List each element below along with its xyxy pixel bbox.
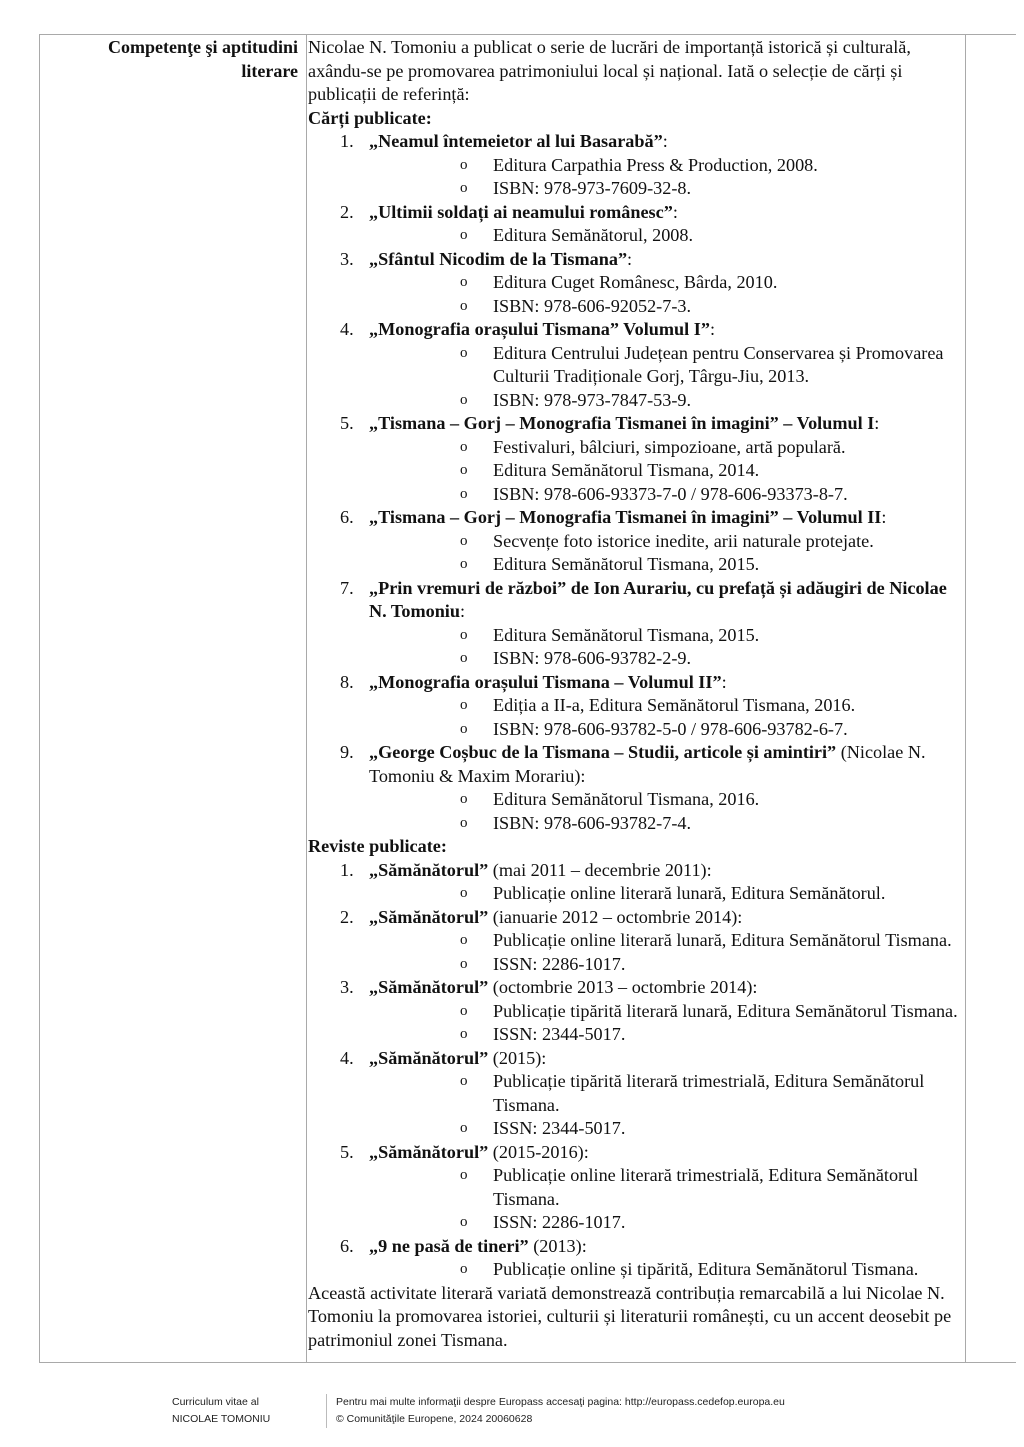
circle-bullet-icon: o — [460, 791, 468, 807]
footer-right-line-2: © Comunităţile Europene, 2024 20060628 — [336, 1413, 533, 1425]
detail-item — [369, 694, 964, 718]
detail-text: Publicație online literară lunară, Editura Semănătorul. — [493, 883, 886, 903]
detail-text: Publicație tipărită literară trimestrială, Editura Semănătorul Tismana. — [493, 1071, 925, 1115]
footer-left-line-1: Curriculum vitae al — [172, 1396, 259, 1408]
detail-text: ISBN: 978-606-93373-7-0 / 978-606-93373-8-7. — [493, 483, 848, 504]
book-item — [308, 671, 964, 742]
item-note: (2015): — [488, 1047, 547, 1068]
footer-left-line-2: NICOLAE TOMONIU — [172, 1413, 271, 1425]
circle-bullet-icon: o — [460, 227, 468, 243]
detail-text: Editura Cuget Românesc, Bârda, 2010. — [493, 272, 778, 292]
detail-item — [369, 1164, 964, 1211]
item-note: (ianuarie 2012 – octombrie 2014): — [488, 906, 743, 927]
circle-bullet-icon: o — [460, 462, 468, 478]
detail-text: Editura Semănătorul Tismana, 2015. — [493, 554, 760, 574]
item-title: „Sfântul Nicodim de la Tismana” — [369, 248, 628, 269]
item-title: „Sămănătorul” — [369, 1047, 489, 1068]
circle-bullet-icon: o — [460, 626, 468, 643]
detail-item — [369, 953, 964, 977]
detail-item — [369, 224, 964, 248]
detail-text: Festivaluri, bâlciuri, simpozioane, artă populară. — [493, 436, 846, 457]
detail-list — [369, 1164, 964, 1235]
footer-divider — [326, 1394, 327, 1428]
item-note: (2013): — [528, 1235, 587, 1256]
detail-list — [369, 882, 964, 906]
circle-bullet-icon: o — [460, 532, 468, 549]
item-note: (mai 2011 – decembrie 2011): — [488, 859, 712, 880]
circle-bullet-icon: o — [460, 1002, 468, 1019]
detail-item — [369, 788, 964, 812]
detail-text: ISSN: 2286-1017. — [493, 1212, 626, 1232]
circle-bullet-icon: o — [460, 344, 468, 361]
detail-text: Editura Semănătorul Tismana, 2014. — [493, 460, 760, 480]
list-number: 6. — [340, 1235, 354, 1256]
list-number: 7. — [340, 577, 354, 598]
detail-text: Publicație tipărită literară lunară, Editura Semănătorul Tismana. — [493, 1000, 958, 1021]
circle-bullet-icon: o — [460, 697, 468, 713]
reviews-list — [308, 859, 964, 1282]
item-note: : — [881, 507, 887, 527]
item-note: : — [627, 248, 633, 269]
item-title: „Tismana – Gorj – Monografia Tismanei în imagini” – Volumul II — [369, 507, 882, 527]
review-item — [308, 1047, 964, 1141]
detail-text: Editura Carpathia Press & Production, 2008. — [493, 154, 818, 175]
list-number: 4. — [340, 1047, 354, 1068]
detail-text: ISBN: 978-606-93782-2-9. — [493, 648, 692, 668]
detail-item — [369, 436, 964, 460]
circle-bullet-icon: o — [460, 1026, 468, 1042]
circle-bullet-icon: o — [460, 274, 468, 290]
detail-text: Publicație online și tipărită, Editura Semănătorul Tismana. — [493, 1259, 919, 1279]
item-note: : — [874, 413, 880, 433]
book-item — [308, 412, 964, 506]
detail-list — [369, 1258, 964, 1282]
book-item — [308, 130, 964, 201]
item-title: „Sămănătorul” — [369, 1141, 489, 1162]
detail-item — [369, 342, 964, 389]
page-footer — [0, 1394, 1024, 1434]
detail-item — [369, 295, 964, 319]
book-item — [308, 577, 964, 671]
circle-bullet-icon: o — [460, 391, 468, 408]
detail-item — [369, 177, 964, 201]
item-title: „Ultimii soldați ai neamului românesc” — [369, 201, 673, 222]
item-title: „Sămănătorul” — [369, 906, 489, 927]
detail-text: ISBN: 978-606-92052-7-3. — [493, 295, 692, 316]
detail-item — [369, 1211, 964, 1235]
circle-bullet-icon: o — [460, 1120, 468, 1136]
item-note: (Nicolae N. Tomoniu & Maxim Morariu): — [369, 742, 926, 786]
circle-bullet-icon: o — [460, 485, 468, 502]
detail-text: ISSN: 2344-5017. — [493, 1118, 626, 1138]
book-item — [308, 741, 964, 835]
footer-right-line-1: Pentru mai multe informaţii despre Europass accesaţi pagina: http://europass.cedefop.europa.eu — [336, 1396, 785, 1408]
list-number: 3. — [340, 248, 354, 269]
section-content — [308, 35, 964, 1352]
item-note: : — [662, 131, 668, 151]
item-note: : — [672, 201, 678, 222]
detail-text: ISBN: 978-606-93782-5-0 / 978-606-93782-6-7. — [493, 718, 848, 739]
detail-list — [369, 929, 964, 976]
book-item — [308, 506, 964, 577]
circle-bullet-icon: o — [460, 885, 468, 901]
reviews-heading: Reviste publicate: — [308, 836, 447, 856]
detail-list — [369, 1000, 964, 1047]
conclusion-paragraph: Această activitate literară variată demonstrează contribuția remarcabilă a lui Nicolae N. Tomoniu la promovarea istoriei, culturii și literaturii românești, cu un accent deosebit pe patrimoniul zonei Tismana. — [308, 1282, 952, 1350]
list-number: 8. — [340, 671, 354, 692]
detail-list — [369, 788, 964, 835]
circle-bullet-icon: o — [460, 556, 468, 572]
detail-item — [369, 1117, 964, 1141]
detail-text: Editura Semănătorul Tismana, 2015. — [493, 624, 760, 645]
item-title: „Neamul întemeietor al lui Basarabă” — [369, 131, 663, 151]
detail-text: Publicație online literară trimestrială, Editura Semănătorul Tismana. — [493, 1165, 919, 1209]
list-number: 3. — [340, 977, 354, 997]
detail-text: ISSN: 2344-5017. — [493, 1024, 626, 1044]
list-number: 2. — [340, 906, 354, 927]
review-item — [308, 906, 964, 977]
column-divider-left — [306, 35, 307, 1363]
detail-item — [369, 882, 964, 906]
item-note: (octombrie 2013 – octombrie 2014): — [488, 977, 758, 997]
list-number: 6. — [340, 507, 354, 527]
detail-item — [369, 929, 964, 953]
column-divider-right — [965, 35, 966, 1363]
detail-text: Ediția a II-a, Editura Semănătorul Tismana, 2016. — [493, 695, 856, 715]
detail-text: Editura Centrului Județean pentru Conservarea și Promovarea Culturii Tradiționale Gorj, Târgu-Jiu, 2013. — [493, 342, 944, 386]
detail-item — [369, 1258, 964, 1282]
circle-bullet-icon: o — [460, 1073, 468, 1089]
detail-item — [369, 718, 964, 742]
item-title: „Tismana – Gorj – Monografia Tismanei în imagini” – Volumul I — [369, 413, 875, 433]
item-note: : — [721, 671, 727, 692]
circle-bullet-icon: o — [460, 1214, 468, 1230]
item-title: „9 ne pasă de tineri” — [369, 1235, 529, 1256]
detail-text: Editura Semănătorul, 2008. — [493, 225, 694, 245]
circle-bullet-icon: o — [460, 180, 468, 196]
item-title: „George Coșbuc de la Tismana – Studii, articole și amintiri” — [369, 742, 837, 762]
detail-list — [369, 1070, 964, 1141]
item-title: „Sămănătorul” — [369, 977, 489, 997]
books-list — [308, 130, 964, 835]
detail-item — [369, 812, 964, 836]
item-note: (2015-2016): — [488, 1141, 589, 1162]
book-item — [308, 201, 964, 248]
detail-item — [369, 154, 964, 178]
detail-list — [369, 271, 964, 318]
circle-bullet-icon: o — [460, 932, 468, 948]
circle-bullet-icon: o — [460, 814, 468, 831]
section-label-line-1: Competenţe şi aptitudini — [107, 37, 298, 57]
list-number: 2. — [340, 201, 354, 222]
circle-bullet-icon: o — [460, 955, 468, 972]
list-number: 5. — [340, 1141, 354, 1162]
detail-text: ISBN: 978-973-7847-53-9. — [493, 389, 692, 410]
detail-item — [369, 459, 964, 483]
circle-bullet-icon: o — [460, 1261, 468, 1277]
book-item — [308, 248, 964, 319]
detail-text: ISBN: 978-973-7609-32-8. — [493, 178, 692, 198]
circle-bullet-icon: o — [460, 720, 468, 737]
detail-list — [369, 694, 964, 741]
list-number: 4. — [340, 319, 354, 339]
detail-list — [369, 624, 964, 671]
item-title: „Monografia orașului Tismana – Volumul II” — [369, 671, 722, 692]
circle-bullet-icon: o — [460, 438, 468, 455]
circle-bullet-icon: o — [460, 297, 468, 314]
review-item — [308, 859, 964, 906]
books-heading: Cărți publicate: — [308, 107, 432, 128]
review-item — [308, 1235, 964, 1282]
detail-item — [369, 483, 964, 507]
detail-item — [369, 271, 964, 295]
detail-item — [369, 1070, 964, 1117]
item-title: „Sămănătorul” — [369, 859, 489, 880]
detail-text: Editura Semănătorul Tismana, 2016. — [493, 789, 760, 809]
detail-text: ISBN: 978-606-93782-7-4. — [493, 812, 692, 833]
detail-list — [369, 530, 964, 577]
detail-item — [369, 624, 964, 648]
detail-list — [369, 342, 964, 413]
footer-europass-info — [336, 1394, 936, 1428]
review-item — [308, 976, 964, 1047]
item-note: : — [459, 601, 466, 621]
item-title: „Prin vremuri de război” de Ion Aurariu, cu prefață și adăugiri de Nicolae N. Tomoniu — [369, 577, 947, 621]
detail-list — [369, 436, 964, 507]
book-item — [308, 318, 964, 412]
list-number: 5. — [340, 413, 354, 433]
section-label — [40, 35, 298, 83]
detail-item — [369, 1000, 964, 1024]
list-number: 9. — [340, 742, 354, 762]
detail-item — [369, 553, 964, 577]
circle-bullet-icon: o — [460, 650, 468, 666]
item-title: „Monografia orașului Tismana” Volumul I” — [369, 319, 710, 339]
detail-item — [369, 530, 964, 554]
detail-item — [369, 647, 964, 671]
detail-item — [369, 389, 964, 413]
detail-text: Publicație online literară lunară, Editura Semănătorul Tismana. — [493, 930, 952, 950]
list-number: 1. — [340, 859, 354, 880]
detail-list — [369, 154, 964, 201]
circle-bullet-icon: o — [460, 1167, 468, 1183]
footer-cv-owner — [172, 1394, 312, 1428]
review-item — [308, 1141, 964, 1235]
list-number: 1. — [340, 131, 354, 151]
section-label-line-2: literare — [241, 60, 298, 81]
detail-text: ISSN: 2286-1017. — [493, 953, 626, 974]
detail-text: Secvențe foto istorice inedite, arii naturale protejate. — [493, 530, 874, 551]
detail-list — [369, 224, 964, 248]
cv-section-table — [39, 34, 1016, 1363]
detail-item — [369, 1023, 964, 1047]
item-note: : — [709, 319, 715, 339]
circle-bullet-icon: o — [460, 156, 468, 173]
intro-paragraph: Nicolae N. Tomoniu a publicat o serie de lucrări de importanță istorică și culturală, axându-se pe promovarea patrimoniului local și național. Iată o selecție de cărți și publicații de referință: — [308, 37, 911, 104]
